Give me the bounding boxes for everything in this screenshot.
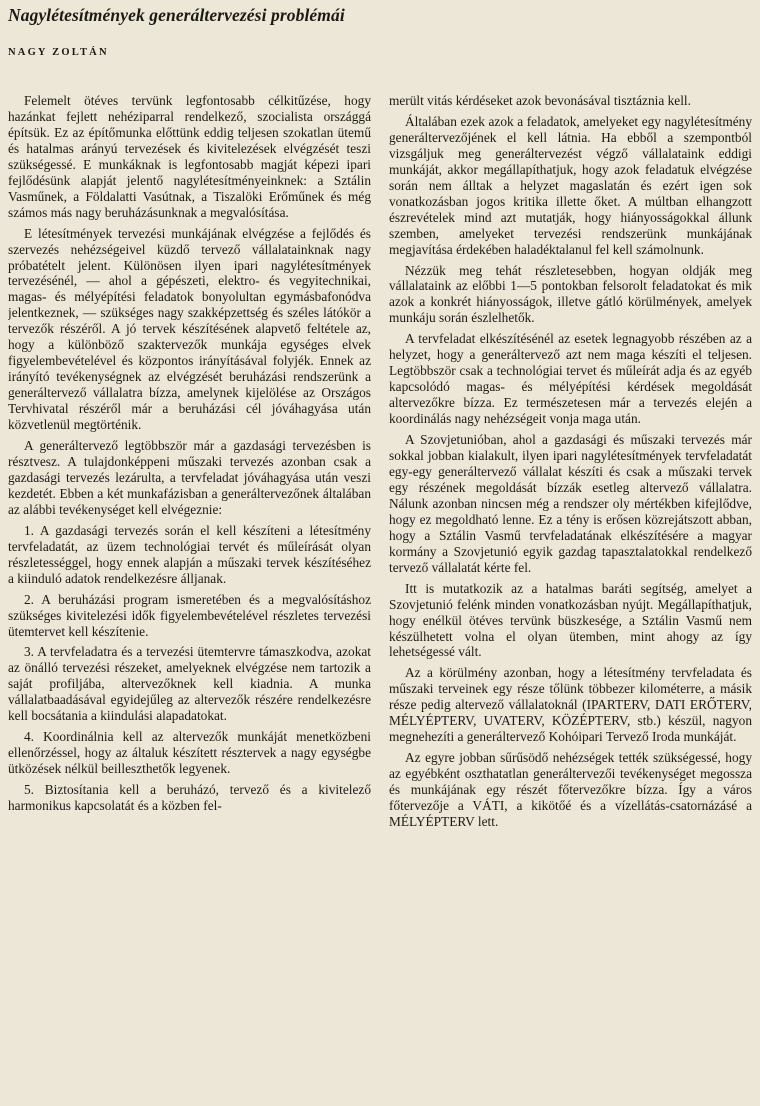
author-byline: NAGY ZOLTÁN [8,47,109,58]
right-column [389,93,752,1106]
left-column [8,93,371,1106]
paragraph: Az egyre jobban sűrűsödő nehézségek tették szükségessé, hogy az egyébként oszthatatlan generáltervezői tevékenységet megossza és munkájának egy részét főtervezőkre bízza. Így a város főtervezője a VÁTI, a kikötőé és a vízellátás-csatornázásé a MÉLYÉPTERV lett. [389,750,752,829]
paragraph: 2. A beruházási program ismeretében és a megvalósításhoz szükséges kivitelezési idők figyelembevételével részletes tervezési ütemtervet kell készítenie. [8,591,371,639]
paragraph: 4. Koordinálnia kell az altervezők munkáját menetközbeni ellenőrzéssel, hogy az általuk készített résztervek a nagy egységbe ütközések nélkül beilleszthetők legyenek. [8,729,371,777]
paragraph: A generáltervező legtöbbször már a gazdasági tervezésben is résztvesz. A tulajdonképpeni műszaki tervezés azonban csak a gazdasági tervezés lezárulta, a tervfeladat jóváhagyása után veszi kezdetét. Ebben a két munkafázisban a generáltervezőnek általában az alábbi tevékenységet kell elvégeznie: [8,438,371,517]
paragraph: 1. A gazdasági tervezés során el kell készíteni a létesítmény tervfeladatát, az üzem technológiai tervét és műleírását olyan részletességgel, hogy ennek alapján a műszaki tervek készítéséhez a kiinduló adatok rendelkezésre álljanak. [8,522,371,586]
paragraph: Nézzük meg tehát részletesebben, hogyan oldják meg vállalataink az előbbi 1—5 pontokban felsorolt feladatokat és mik azok a konkrét hiányosságok, illetve gátló körülmények, amelyek munkáju során észlelhetők. [389,262,752,326]
paragraph: Általában ezek azok a feladatok, amelyeket egy nagylétesítmény generáltervezőjének el kell látnia. Ha ebből a szempontból vizsgáljuk meg generáltervezést végző vállalataink eddigi munkáját, akkor megállapíthatjuk, hogy azok feladatuk elvégzése során nem álltak a helyzet magaslatán és ezért igen sok vonatkozásban jogos kritika illette őket. A múltban elhangzott észrevételek mind azt mutatják, hogy hiányosságokkal állunk szemben, amelyeket tervezési rendszerünk munkájának megjavítása érdekében haladéktalanul fel kell számolnunk. [389,113,752,257]
paragraph: A Szovjetunióban, ahol a gazdasági és műszaki tervezés már sokkal jobban kialakult, ilyen ipari nagylétesítmények tervfeladatát egy-egy generáltervező vállalat készíti és csak a műszaki tervek egy részének megoldását bízzák esetleg altervező vállalatra. Nálunk azonban nincsen még a rendszer oly mértékben kifejlődve, hogy ez megoldható lenne. Ez a tény is erősen közrejátszott abban, hogy a Sztálin Vasmű tervfeladatának elkészítésére a magyar kormány a Szovjetunió egyik gazdag tapasztalatokkal rendelkező tervező vállalatát kérte fel. [389,432,752,575]
paragraph: 5. Biztosítania kell a beruházó, tervező és a kivitelező harmonikus kapcsolatát és a közben fel- [8,782,371,814]
paragraph: merült vitás kérdéseket azok bevonásával tisztáznia kell. [389,93,691,108]
paragraph: 3. A tervfeladatra és a tervezési ütemtervre támaszkodva, azokat az önálló tervezési részeket, amelyeknek elvégzése nem tartozik a saját profiljába, altervezőknek kell kiadnia. A munka vállalatbaadásával egyidejűleg az altervezők részére rendelkezésre kell bocsátania a kiindulási alapadatokat. [8,644,371,724]
paragraph: A tervfeladat elkészítésénél az esetek legnagyobb részében az a helyzet, hogy a generáltervező azt nem maga készíti el teljesen. Legtöbbször csak a technológiai tervet és műleírát adja és az egyéb kapcsolódó magas- és mélyépítési kérdések megoldását altervezőkre bízza. Ez természetesen már a tervezés elején a koordinálás nagy nehézségeit vonja maga után. [389,331,752,427]
paragraph: Felemelt ötéves tervünk legfontosabb célkitűzése, hogy hazánkat fejlett nehéziparral rendelkező, szocialista országgá építsük. Ez az építőmunka előttünk eddig teljesen szokatlan ütemű és hatalmas arányú tervezések és kivitelezések elvégzését teszi szükségessé. E munkáknak is legfontosabb magját képezi ipari fejlődésünk alapját jelentő nagylétesítményeinknek: a Sztálin Vasműnek, a Földalatti Vasútnak, a Tiszalöki Erőműnek és még számos más nagy beruházásunknak a megvalósítása. [8,93,371,220]
paragraph: E létesítmények tervezési munkájának elvégzése a fejlődés és szervezés nehézségeivel küzdő tervező vállalatainknak nagy próbatételt jelent. Különösen ilyen ipari nagylétesítmények tervezésénél, — ahol a gépészeti, elektro- és vegyitechnikai, magas- és mélyépítési feladatok bonyolultan egymásbafonódva jelentkeznek, — szükséges nagy szakképzettség és széles látókör a tervezők részéről. A jó tervek készítésének alapvető feltétele az, hogy a különböző szaktervezők munkája egységes elvek figyelembevételével és központos irányításával folyjék. Ennek az irányító tevékenységnek az elvégzését beruházási rendszerünk a generáltervező vállalatra bízza, amelynek kijelölése az Országos Tervhivatal részéről már a beruházási cél jóváhagyása után közvetlenül megtörténik. [8,225,371,433]
article-title: Nagylétesítmények generáltervezési problémái [8,5,345,25]
paragraph: Itt is mutatkozik az a hatalmas baráti segítség, amelyet a Szovjetunió felénk minden vonatkozásban nyújt. Megállapíthatjuk, hogy enélkül ötéves tervünk büszkesége, a Sztálin Vasmű nem készülhetett volna el olyan ütemben, mint ahogy az így lehetségessé vált. [389,580,752,660]
article-body [8,93,752,1106]
paragraph: Az a körülmény azonban, hogy a létesítmény tervfeladata és műszaki terveinek egy része tőlünk többezer kilométerre, a másik része pedig altervező vállalatoknál (IPARTERV, DATI ERŐTERV, MÉLYÉPTERV, UVATERV, KÖZÉPTERV, stb.) készül, nagyon megnehezíti a generáltervező Kohóipari Tervező Iroda munkáját. [389,665,752,745]
